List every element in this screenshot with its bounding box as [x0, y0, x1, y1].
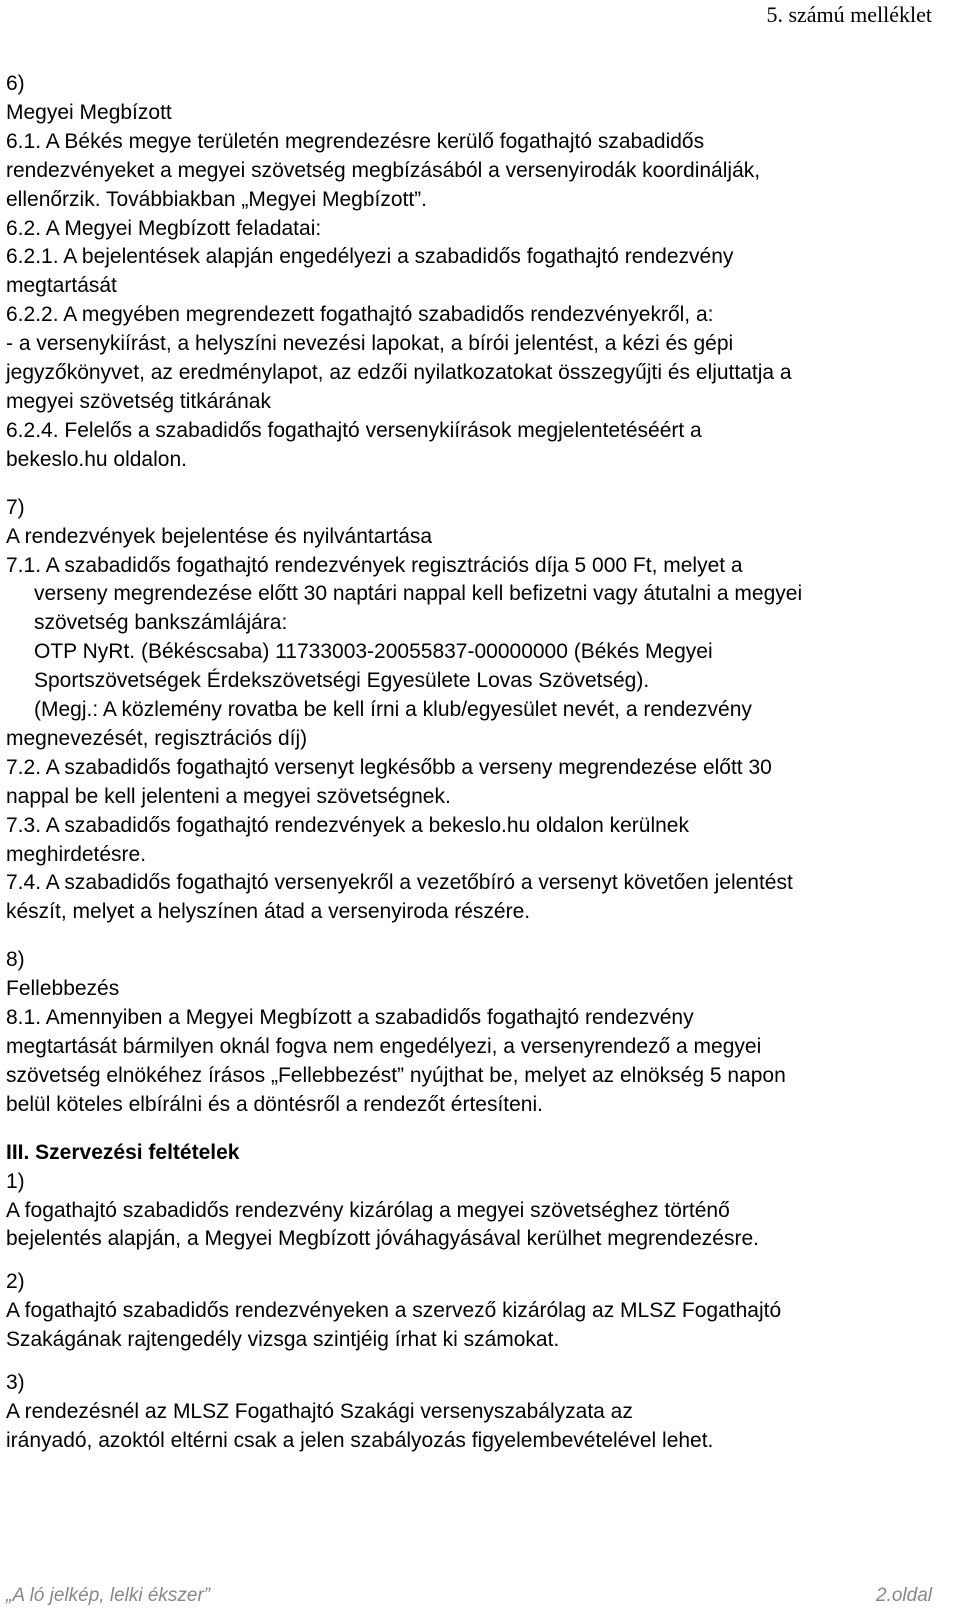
page-footer — [6, 1585, 932, 1607]
text-line: 8.1. Amennyiben a Megyei Megbízott a szabadidős fogathajtó rendezvény — [6, 1006, 694, 1030]
section-number: 1) — [6, 1169, 25, 1193]
text-line: belül köteles elbírálni és a döntésről a rendezőt értesíteni. — [6, 1092, 543, 1116]
text-line: 7.4. A szabadidős fogathajtó versenyekről a vezetőbíró a versenyt követően jelentést — [6, 871, 793, 895]
text-line: bekeslo.hu oldalon. — [6, 447, 187, 471]
text-line: jegyzőkönyvet, az eredménylapot, az edzői nyilatkozatokat összegyűjti és eljuttatja a — [6, 361, 792, 385]
section-number: 6) — [6, 72, 25, 95]
text-line: A fogathajtó szabadidős rendezvény kizárólag a megyei szövetséghez történő — [6, 1198, 730, 1222]
text-line: nappal be kell jelenteni a megyei szövetségnek. — [6, 784, 451, 808]
text-line: megtartását — [6, 274, 117, 298]
section-title: A rendezvények bejelentése és nyilvántartása — [6, 524, 433, 548]
text-line: 7.1. A szabadidős fogathajtó rendezvények regisztrációs díja 5 000 Ft, melyet a — [6, 553, 743, 577]
text-line: megtartását bármilyen oknál fogva nem engedélyezi, a versenyrendező a megyei — [6, 1035, 762, 1058]
text-line: bejelentés alapján, a Megyei Megbízott jóváhagyásával kerülhet megrendezésre. — [6, 1227, 759, 1251]
bank-details-line: OTP NyRt. (Békéscsaba) 11733003-20055837-00000000 (Békés Megyei — [34, 640, 713, 664]
section-6 — [6, 70, 921, 475]
text-line: ellenőrzik. Továbbiakban „Megyei Megbízott”. — [6, 187, 427, 211]
section-number: 7) — [6, 495, 25, 519]
text-line: - a versenykiírást, a helyszíni nevezési lapokat, a bírói jelentést, a kézi és gépi — [6, 332, 734, 356]
text-line: szövetség elnökéhez írásos „Fellebbezést” nyújthat be, melyet az elnökség 5 napon — [6, 1063, 786, 1087]
section-number: 3) — [6, 1371, 25, 1395]
text-line: készít, melyet a helyszínen átad a versenyiroda részére. — [6, 900, 531, 924]
note-line: megnevezését, regisztrációs díj) — [6, 726, 308, 750]
part-iii — [6, 1139, 921, 1456]
text-line: Szakágának rajtengedély vizsga szintjéig írhat ki számokat. — [6, 1328, 560, 1352]
annex-label: 5. számú melléklet — [766, 2, 932, 27]
section-title: Megyei Megbízott — [6, 100, 172, 124]
part-heading: III. Szervezési feltételek — [6, 1140, 240, 1164]
section-number: 8) — [6, 948, 25, 972]
text-line: 6.2. A Megyei Megbízott feladatai: — [6, 216, 322, 240]
section-7 — [6, 494, 921, 928]
section-number: 2) — [6, 1270, 25, 1294]
page-number: 2.oldal — [876, 1585, 932, 1606]
text-line: 6.1. A Békés megye területén megrendezésre kerülő fogathajtó szabadidős — [6, 129, 705, 153]
footer-motto: „A ló jelkép, lelki ékszer” — [6, 1585, 211, 1606]
text-line: 7.3. A szabadidős fogathajtó rendezvények a bekeslo.hu oldalon kerülnek — [6, 813, 689, 837]
text-line: A rendezésnél az MLSZ Fogathajtó Szakági versenyszabályzata az — [6, 1399, 633, 1423]
text-line: 6.2.4. Felelős a szabadidős fogathajtó versenykiírások megjelentetéséért a — [6, 418, 702, 442]
text-line: megyei szövetség titkárának — [6, 389, 271, 413]
note-line: (Megj.: A közlemény rovatba be kell írni a klub/egyesület nevét, a rendezvény — [34, 698, 752, 722]
text-line: rendezvényeket a megyei szövetség megbízásából a versenyirodák koordinálják, — [6, 158, 761, 182]
text-line: szövetség bankszámlájára: — [34, 611, 288, 635]
text-line: A fogathajtó szabadidős rendezvényeken a szervező kizárólag az MLSZ Fogathajtó — [6, 1299, 782, 1323]
section-8 — [6, 946, 921, 1119]
text-line: meghirdetésre. — [6, 842, 147, 866]
text-line: 6.2.1. A bejelentések alapján engedélyezi a szabadidős fogathajtó rendezvény — [6, 245, 734, 269]
text-line: irányadó, azoktól eltérni csak a jelen szabályozás figyelembevételével lehet. — [6, 1428, 714, 1452]
text-line: verseny megrendezése előtt 30 naptári nappal kell befizetni vagy átutalni a megyei — [34, 582, 803, 606]
text-line: 7.2. A szabadidős fogathajtó versenyt legkésőbb a verseny megrendezése előtt 30 — [6, 755, 772, 779]
section-title: Fellebbezés — [6, 977, 120, 1001]
bank-details-line: Sportszövetségek Érdekszövetségi Egyesülete Lovas Szövetség). — [34, 669, 650, 693]
text-line: 6.2.2. A megyében megrendezett fogathajtó szabadidős rendezvényekről, a: — [6, 303, 714, 327]
document-body — [6, 70, 921, 1456]
